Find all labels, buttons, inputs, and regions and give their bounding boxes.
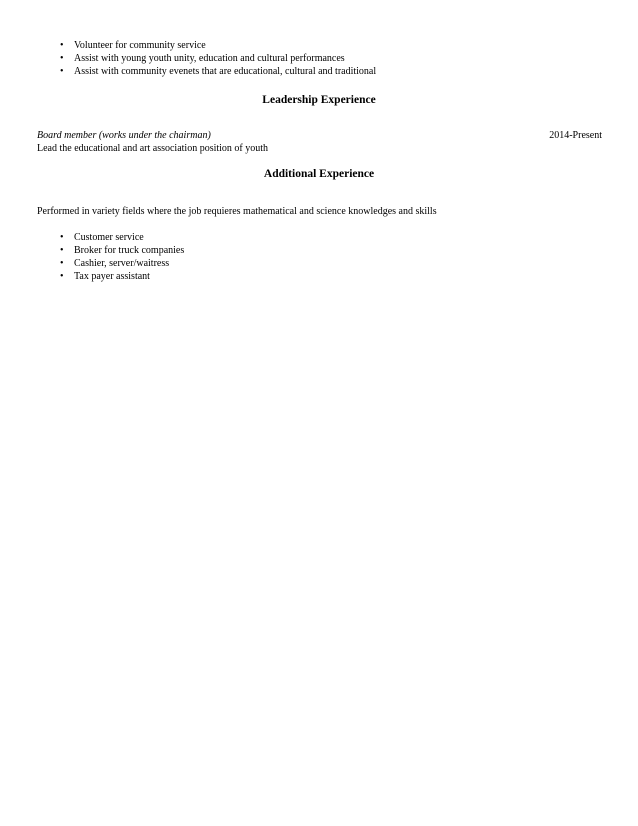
additional-experience-heading: Additional Experience xyxy=(263,168,375,180)
list-item xyxy=(60,244,184,257)
bullet-icon: • xyxy=(60,245,64,256)
role-title: Board member (works under the chairman) xyxy=(37,130,211,141)
additional-experience-list xyxy=(60,231,184,283)
list-item xyxy=(60,65,376,78)
list-item xyxy=(60,270,184,283)
list-item-text: Assist with community evenets that are educational, cultural and traditional xyxy=(74,66,377,77)
bullet-icon: • xyxy=(60,271,64,282)
role-dates: 2014-Present xyxy=(549,130,602,141)
list-item-text: Customer service xyxy=(74,232,144,243)
list-item xyxy=(60,257,184,270)
bullet-icon: • xyxy=(60,66,64,77)
list-item-text: Assist with young youth unity, education and cultural performances xyxy=(74,53,345,64)
volunteer-activities-list xyxy=(60,39,376,78)
list-item xyxy=(60,231,184,244)
role-description: Lead the educational and art association position of youth xyxy=(37,143,269,154)
list-item xyxy=(60,52,376,65)
bullet-icon: • xyxy=(60,53,64,64)
list-item-text: Tax payer assistant xyxy=(74,271,150,282)
additional-experience-summary: Performed in variety fields where the job requieres mathematical and science knowledges and skills xyxy=(37,206,437,217)
list-item-text: Cashier, server/waitress xyxy=(74,258,170,269)
list-item-text: Broker for truck companies xyxy=(74,245,185,256)
leadership-experience-heading: Leadership Experience xyxy=(262,94,376,106)
list-item xyxy=(60,39,376,52)
bullet-icon: • xyxy=(60,40,64,51)
bullet-icon: • xyxy=(60,232,64,243)
list-item-text: Volunteer for community service xyxy=(74,40,206,51)
bullet-icon: • xyxy=(60,258,64,269)
